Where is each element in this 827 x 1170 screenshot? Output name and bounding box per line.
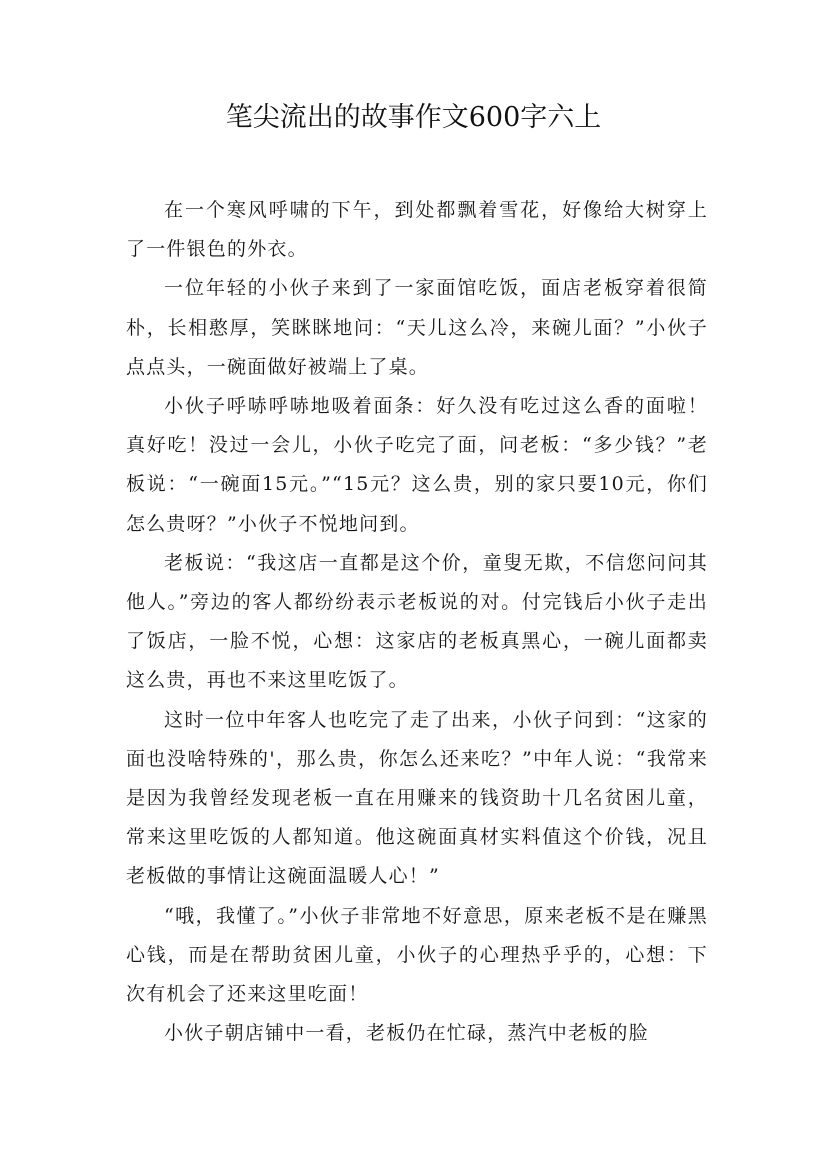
paragraph-7: 小伙子朝店铺中一看，老板仍在忙碌，蒸汽中老板的脸 <box>164 1022 649 1045</box>
paragraph-5: 这时一位中年客人也吃完了走了出来，小伙子问到：“这家的面也没啥特殊的'，那么贵，你怎么还来吃？”中年人说：“我常来是因为我曾经发现老板一直在用赚来的钱资助十几名贫困儿童，常来这里吃饭的人都知道。他这碗面真材实料值这个价钱，况且老板做的事情让这碗面温暖人心！” <box>126 708 708 888</box>
paragraph-3: 小伙子呼哧呼哧地吸着面条：好久没有吃过这么香的面啦！真好吃！没过一会儿，小伙子吃完了面，问老板：“多少钱？”老板说：“一碗面15元。”“15元？这么贵，别的家只要10元，你们怎么贵呀？”小伙子不悦地问到。 <box>126 395 708 535</box>
document-body <box>126 191 708 1053</box>
paragraph-4: 老板说：“我这店一直都是这个价，童叟无欺，不信您问问其他人。”旁边的客人都纷纷表示老板说的对。付完钱后小伙子走出了饭店，一脸不悦，心想：这家店的老板真黑心，一碗儿面都卖这么贵，再也不来这里吃饭了。 <box>126 551 708 692</box>
paragraph-6: “哦，我懂了。”小伙子非常地不好意思，原来老板不是在赚黑心钱，而是在帮助贫困儿童，小伙子的心理热乎乎的，心想：下次有机会了还来这里吃面！ <box>126 904 708 1006</box>
paragraph-2: 一位年轻的小伙子来到了一家面馆吃饭，面店老板穿着很简朴，长相憨厚，笑眯眯地问：“天儿这么冷，来碗儿面？”小伙子点点头，一碗面做好被端上了桌。 <box>126 277 708 378</box>
paragraph-1: 在一个寒风呼啸的下午，到处都飘着雪花，好像给大树穿上了一件银色的外衣。 <box>126 199 708 261</box>
document-title: 笔尖流出的故事作文600字六上 <box>225 102 602 133</box>
